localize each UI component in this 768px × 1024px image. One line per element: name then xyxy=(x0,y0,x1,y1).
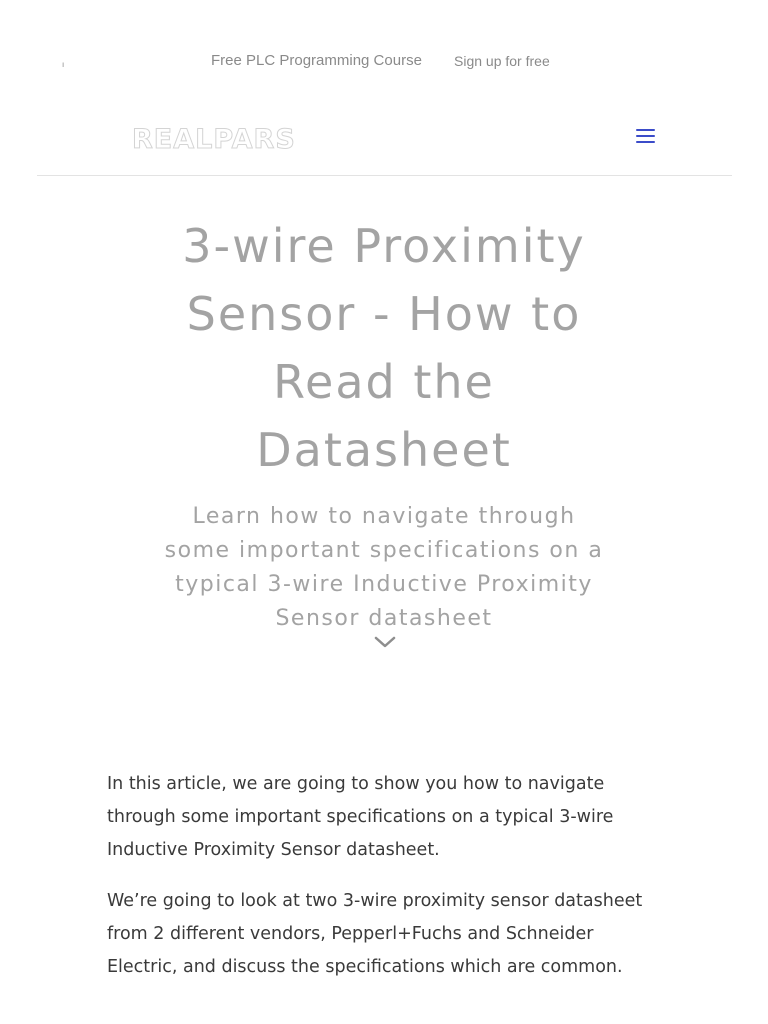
logo-text: REALPARS xyxy=(132,125,296,151)
hero-section xyxy=(0,212,768,636)
article-body xyxy=(107,768,667,1002)
realpars-logo[interactable] xyxy=(132,125,372,151)
article-paragraph: We’re going to look at two 3-wire proximity sensor datasheet from 2 different vendors, Pepperl+Fuchs and Schneider Electric, and discuss the specifications which are common. xyxy=(107,891,643,977)
hamburger-menu-icon[interactable] xyxy=(636,129,658,147)
page-title: 3-wire Proximity Sensor - How to Read the Datasheet xyxy=(182,219,586,477)
site-header xyxy=(37,100,732,176)
topbar-marker: ı xyxy=(62,60,65,69)
free-course-link[interactable]: Free PLC Programming Course xyxy=(211,52,422,69)
signup-link[interactable]: Sign up for free xyxy=(454,53,550,69)
chevron-down-icon[interactable] xyxy=(373,634,397,650)
top-promo-bar xyxy=(0,0,768,100)
page-subtitle: Learn how to navigate through some important specifications on a typical 3-wire Inductive Proximity Sensor datasheet xyxy=(164,504,604,631)
article-paragraph: In this article, we are going to show you how to navigate through some important specifications on a typical 3-wire Inductive Proximity Sensor datasheet. xyxy=(107,774,614,860)
